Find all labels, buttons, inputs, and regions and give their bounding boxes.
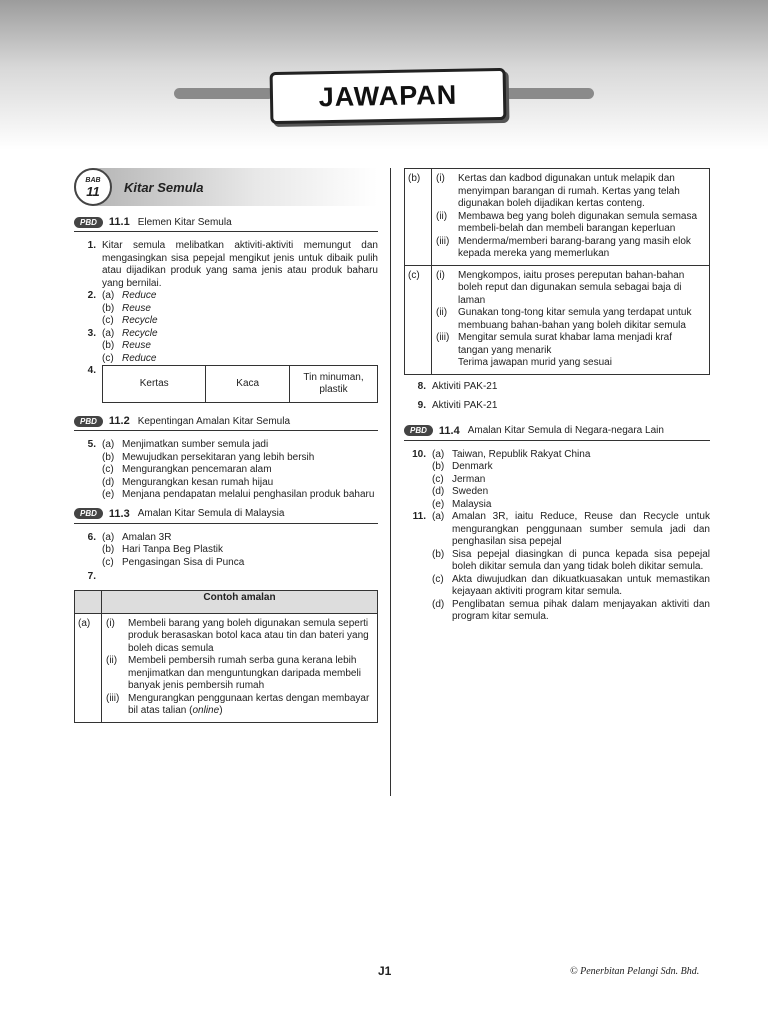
answer-text: Kertas dan kadbod digunakan untuk melapik dan menyimpan barangan di rumah. Kertas yang telah digunakan boleh dijadikan kertas conteng. xyxy=(458,173,680,209)
section-11-3 xyxy=(74,508,378,524)
sub-label: (b) xyxy=(102,302,115,314)
question-number: 6. xyxy=(87,531,96,543)
question-number: 9. xyxy=(417,400,426,411)
question-6 xyxy=(74,532,378,570)
question-number: 5. xyxy=(87,439,96,450)
sub-label: (a) xyxy=(432,448,445,460)
sub-label: (e) xyxy=(432,498,445,510)
publisher-name: Pelangi Sdn. Bhd. xyxy=(624,966,700,977)
question-2 xyxy=(74,290,378,328)
sub-label: (e) xyxy=(102,489,115,500)
question-number: 7. xyxy=(87,571,96,582)
pbd-badge: PBD xyxy=(74,508,103,519)
publisher-em: Penerbitan xyxy=(580,966,625,977)
question-7 xyxy=(74,571,378,584)
answer-text: Menjana pendapatan melalui penghasilan produk baharu xyxy=(122,489,375,500)
sub-label: (a) xyxy=(102,439,115,450)
sub-label: (a) xyxy=(432,511,445,522)
answer-text: Jerman xyxy=(452,473,486,485)
answer-text: Recycle xyxy=(122,327,158,339)
question-1 xyxy=(74,240,378,290)
answer-table-7 xyxy=(74,590,378,723)
question-number: 1. xyxy=(87,240,96,251)
section-11-4 xyxy=(404,425,710,441)
question-3 xyxy=(74,328,378,366)
table-cell xyxy=(432,265,710,374)
answer-text: Denmark xyxy=(452,461,493,472)
table-header-blank xyxy=(75,590,102,613)
sub-label: (c) xyxy=(432,573,444,585)
question-10 xyxy=(404,449,710,512)
answer-text: Mengurangkan penggunaan kertas dengan membayar bil atas talian ( xyxy=(128,692,370,716)
table-cell: Kaca xyxy=(206,366,290,403)
answer-text: Sisa pepejal diasingkan di punca kepada sisa pepejal boleh dikitar semula dan yang tidak boleh dikitar semula. xyxy=(452,548,710,572)
answer-text: Gunakan tong-tong kitar semula yang terdapat untuk membuang bahan-bahan yang boleh dikitar semula xyxy=(458,307,692,331)
question-5 xyxy=(74,439,378,502)
row-label: (b) xyxy=(405,169,432,266)
section-11-1 xyxy=(74,216,378,232)
answer-text: Menderma/memberi barang-barang yang masih elok kepada mereka yang memerlukan xyxy=(458,235,691,259)
page-number: J1 xyxy=(378,964,392,978)
section-title: Amalan Kitar Semula di Negara-negara Lain xyxy=(467,425,664,436)
sub-label: (b) xyxy=(432,461,445,472)
question-number: 2. xyxy=(87,290,96,301)
section-title: Elemen Kitar Semula xyxy=(137,216,232,228)
pbd-badge: PBD xyxy=(74,217,103,228)
question-number: 4. xyxy=(87,365,96,376)
column-divider xyxy=(390,168,391,796)
page-title: JAWAPAN xyxy=(318,79,458,112)
table-cell: Tin minuman, plastik xyxy=(290,366,378,403)
right-column xyxy=(404,168,710,624)
answer-text: Mengkompos, iaitu proses pereputan bahan-bahan boleh reput dan digunakan semula sebagai baja di laman xyxy=(458,269,685,306)
answer-text: Reduce xyxy=(122,290,157,301)
chapter-number: 11 xyxy=(86,183,100,199)
question-number: 3. xyxy=(87,327,96,339)
item-label: (i) xyxy=(106,617,115,629)
chapter-title: Kitar Semula xyxy=(124,179,204,195)
answer-text: Mengurangkan kesan rumah hijau xyxy=(122,476,274,488)
publisher-credit xyxy=(570,966,699,977)
sub-label: (a) xyxy=(102,327,115,339)
answer-text: Sweden xyxy=(452,486,489,497)
answer-text: Penglibatan semua pihak dalam menjayakan aktiviti dan program kitar semula. xyxy=(452,598,710,622)
sub-label: (b) xyxy=(432,548,445,560)
question-number: 10. xyxy=(412,448,426,460)
sub-label: (b) xyxy=(102,451,115,463)
answer-note: Terima jawapan murid yang sesuai xyxy=(458,357,612,368)
question-number: 11. xyxy=(412,511,426,522)
answer-text: Aktiviti PAK-21 xyxy=(432,400,498,411)
answer-text: ) xyxy=(219,705,223,716)
answer-text: Hari Tanpa Beg Plastik xyxy=(122,544,223,555)
item-label: (ii) xyxy=(436,307,448,318)
copyright-symbol: © xyxy=(570,966,581,977)
sub-label: (d) xyxy=(432,486,445,497)
answer-text: Membawa beg yang boleh digunakan semula semasa membeli-belah dan membeli barangan keperluan xyxy=(458,210,698,234)
question-4 xyxy=(74,365,378,403)
item-label: (iii) xyxy=(436,235,450,247)
sub-label: (c) xyxy=(432,473,444,485)
answer-text: Reuse xyxy=(122,340,151,351)
answer-table-4 xyxy=(102,365,378,403)
header-bar-left xyxy=(174,88,274,99)
sub-label: (d) xyxy=(102,476,115,488)
answer-text: Amalan 3R xyxy=(122,531,172,543)
left-column xyxy=(74,168,378,723)
sub-label: (c) xyxy=(102,556,114,568)
answer-text: Menjimatkan sumber semula jadi xyxy=(122,439,269,450)
item-label: (ii) xyxy=(436,210,448,222)
answer-text-em: online xyxy=(192,705,220,716)
row-label: (c) xyxy=(405,265,432,374)
answer-text: Akta diwujudkan dan dikuatkuasakan untuk memastikan kejayaan aktiviti program kitar semula. xyxy=(452,573,710,597)
section-11-2 xyxy=(74,415,378,431)
answer-table-7-continued xyxy=(404,168,710,375)
table-cell xyxy=(102,613,378,722)
page-title-box xyxy=(270,68,507,124)
item-label: (i) xyxy=(436,173,445,184)
answer-text: Amalan 3R, iaitu Reduce, Reuse dan Recycle untuk mengurangkan penggunaan sumber semula jadi dan penghasilan sisa pepejal xyxy=(452,511,710,547)
sub-label: (c) xyxy=(102,352,114,364)
answer-text: Reuse xyxy=(122,302,151,314)
answer-text: Recycle xyxy=(122,315,158,326)
sub-label: (c) xyxy=(102,464,114,475)
answer-text: Membeli barang yang boleh digunakan semula seperti produk berasaskan botol kaca atau tin dan bateri yang boleh dicas semula xyxy=(128,617,369,654)
answer-text: Mengurangkan pencemaran alam xyxy=(122,464,272,475)
table-cell: Kertas xyxy=(103,366,206,403)
answer-text: Taiwan, Republik Rakyat China xyxy=(452,448,591,460)
section-title: Kepentingan Amalan Kitar Semula xyxy=(137,415,291,427)
answer-text: Kitar semula melibatkan aktiviti-aktiviti memungut dan mengasingkan sisa pepejal mengikut jenis untuk dibaik pulih atau dijadikan produk yang sama jenis atau produk baharu yang bernilai. xyxy=(102,240,378,289)
question-number: 8. xyxy=(417,380,426,392)
section-number: 11.1 xyxy=(108,216,130,228)
question-11 xyxy=(404,511,710,624)
sub-label: (b) xyxy=(102,544,115,555)
pbd-badge: PBD xyxy=(404,425,433,436)
answer-text: Malaysia xyxy=(452,498,492,510)
section-number: 11.3 xyxy=(108,507,130,520)
answer-text: Membeli pembersih rumah serba guna kerana lebih menjimatkan dan menguntungkan daripada membeli banyak jenis pembersih rumah xyxy=(128,655,361,691)
header-bar-right xyxy=(494,88,594,99)
sub-label: (b) xyxy=(102,340,115,351)
sub-label: (c) xyxy=(102,315,114,326)
answer-text: Mengitar semula surat khabar lama menjadi kraf tangan yang menarik xyxy=(458,332,672,356)
sub-label: (a) xyxy=(102,531,115,543)
answer-text: Pengasingan Sisa di Punca xyxy=(122,556,245,568)
item-label: (i) xyxy=(436,269,445,281)
answer-text: Aktiviti PAK-21 xyxy=(432,380,498,392)
table-cell xyxy=(432,169,710,266)
section-number: 11.4 xyxy=(438,424,460,437)
item-label: (iii) xyxy=(436,332,450,343)
answer-text: Mewujudkan persekitaran yang lebih bersih xyxy=(122,451,315,463)
sub-label: (d) xyxy=(432,598,445,610)
sub-label: (a) xyxy=(102,290,115,301)
section-title: Amalan Kitar Semula di Malaysia xyxy=(137,508,285,519)
row-label: (a) xyxy=(75,613,102,722)
chapter-header xyxy=(74,168,378,206)
pbd-badge: PBD xyxy=(74,416,103,427)
chapter-badge xyxy=(74,168,112,206)
question-8 xyxy=(404,381,710,394)
table-header: Contoh amalan xyxy=(102,590,378,613)
answer-text: Reduce xyxy=(122,352,157,364)
section-number: 11.2 xyxy=(108,415,130,427)
item-label: (iii) xyxy=(106,692,120,704)
chapter-label: BAB xyxy=(85,176,101,184)
question-9 xyxy=(404,400,710,413)
item-label: (ii) xyxy=(106,655,118,666)
